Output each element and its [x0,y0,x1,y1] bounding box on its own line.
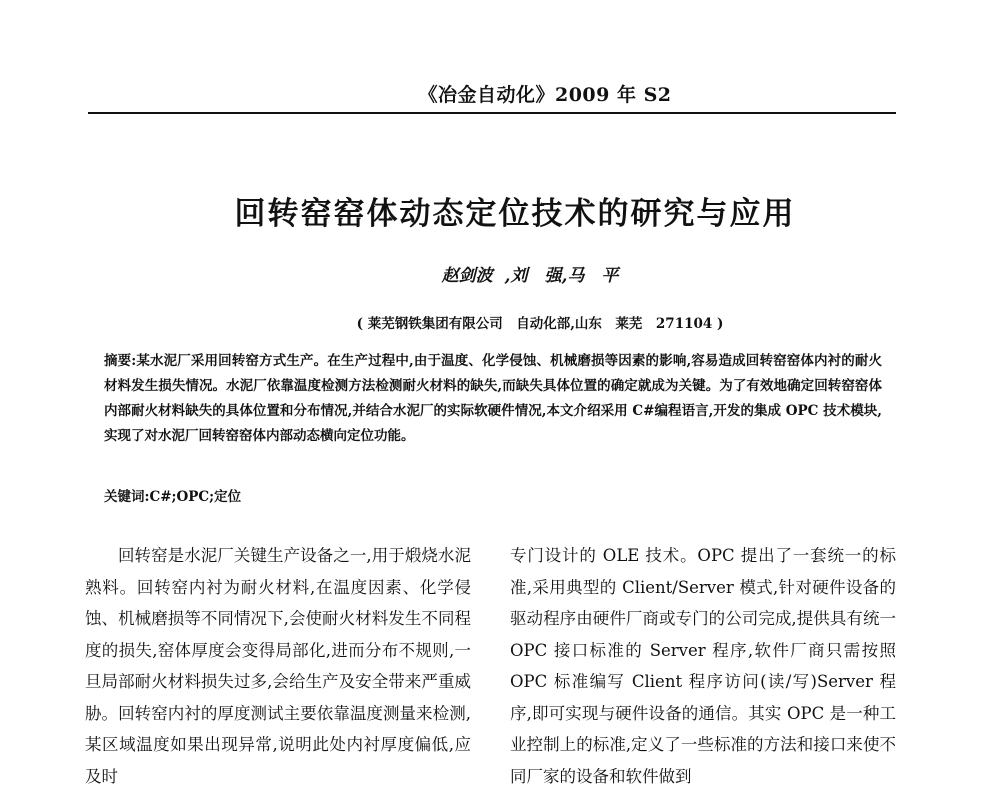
header-rule [88,112,896,114]
article-title: 回转窑窑体动态定位技术的研究与应用 [234,196,796,232]
journal-header: 《冶金自动化》2009 年 S2 [418,84,672,106]
body-right-column: 专门设计的 OLE 技术。OPC 提出了一套统一的标准,采用典型的 Client/Server 模式,针对硬件设备的驱动程序由硬件厂商或专门的公司完成,提供具有统一 OPC 接口标准的 Server 程序,软件厂商只需按照 OPC 标准编写 Client 程序访问(读/写)Server 程序,即可实现与硬件设备的通信。其实 OPC 是一种工业控制上的标准,定义了一些标准的方法和接口来使不同厂家的设备和软件做到 [510,546,896,786]
article-abstract: 摘要:某水泥厂采用回转窑方式生产。在生产过程中,由于温度、化学侵蚀、机械磨损等因素的影响,容易造成回转窑窑体内衬的耐火材料发生损失情况。水泥厂依靠温度检测方法检测耐火材料的缺失,而缺失具体位置的确定就成为关键。为了有效地确定回转窑窑体内部耐火材料缺失的具体位置和分布情况,并结合水泥厂的实际软硬件情况,本文介绍采用 C#编程语言,开发的集成 OPC 技术模块,实现了对水泥厂回转窑窑体内部动态横向定位功能。 [104,353,882,444]
article-keywords: 关键词:C#;OPC;定位 [104,489,242,505]
article-affiliation: ( 莱芜钢铁集团有限公司 自动化部,山东 莱芜 271104 ) [356,316,724,332]
article-authors: 赵剑波 ,刘 强,马 平 [441,266,619,286]
body-left-column: 回转窑是水泥厂关键生产设备之一,用于煅烧水泥熟料。回转窑内衬为耐火材料,在温度因素、化学侵蚀、机械磨损等不同情况下,会使耐火材料发生不同程度的损失,窑体厚度会变得局部化,进而分布不规则,一旦局部耐火材料损失过多,会给生产及安全带来严重威胁。回转窑内衬的厚度测试主要依靠温度测量来检测,某区域温度如果出现异常,说明此处内衬厚度偏低,应及时 [85,546,471,786]
